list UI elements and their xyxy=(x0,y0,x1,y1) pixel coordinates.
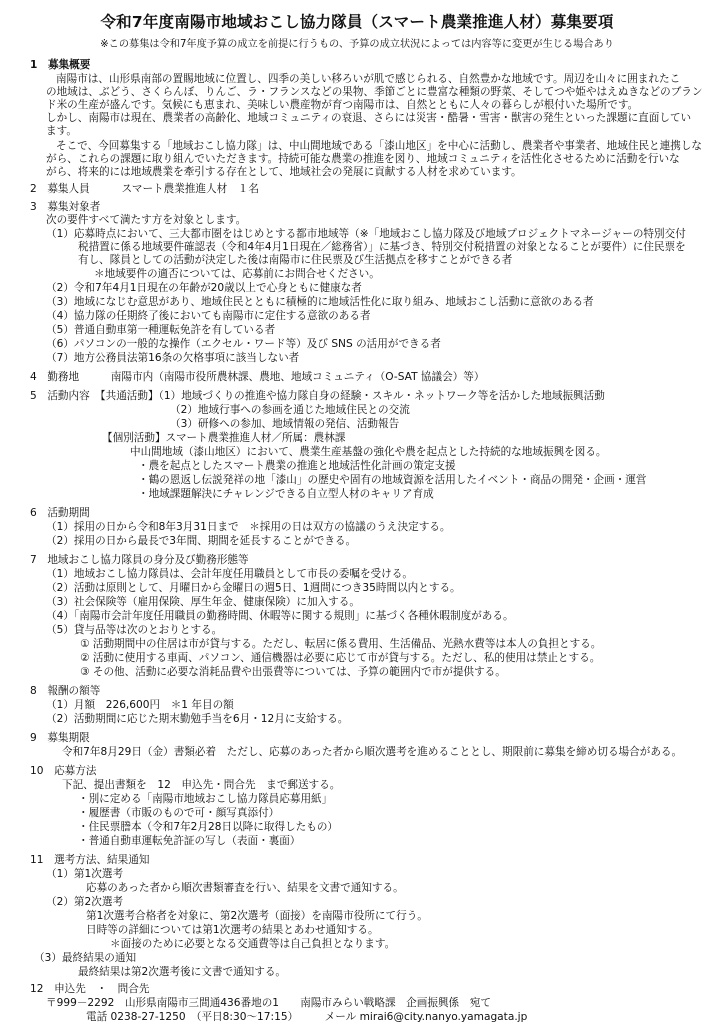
body-line: ② 活動に使用する車両、パソコン、通信機器は必要に応じて市が貸与する。ただし、私的使用は禁止とする。 xyxy=(80,652,601,664)
body-line: 9 募集期限 xyxy=(30,732,90,744)
body-line: （7）地方公務員法第16条の欠格事項に該当しない者 xyxy=(46,352,300,364)
document-subtitle: ※この募集は令和7年度予算の成立を前提に行うもの、予算の成立状況によっては内容等に変更が生じる場合あり xyxy=(100,39,614,50)
body-line: ・別に定める「南陽市地域おこし協力隊員応募用紙」 xyxy=(78,793,333,805)
body-line: （2）採用の日から最長で3年間、期間を延長することができる。 xyxy=(46,535,357,547)
body-line: 電話 0238-27-1250 （平日8:30～17:15） メール mirai6@city.nanyo.yamagata.jp xyxy=(86,1011,528,1023)
body-line: 日時等の詳細については第1次選考の結果とあわせ通知する。 xyxy=(86,924,379,936)
body-line: ③ その他、活動に必要な消耗品費や出張費等については、予算の範囲内で市が提供する。 xyxy=(80,666,506,678)
body-line: （1）応募時点において、三大都市圏をはじめとする都市地域等（※「地域おこし協力隊及び地域プロジェクトマネージャーの特別交付 xyxy=(46,228,686,240)
body-line: 税措置に係る地域要件確認表（令和4年4月1日現在／総務省）」に基づき、特別交付税措置の対象となることが要件）に住民票を xyxy=(78,241,686,253)
body-line: 〒999－2292 山形県南陽市三間通436番地の1 南陽市みらい戦略課 企画振興係 宛て xyxy=(46,997,491,1009)
body-line: （1）採用の日から令和8年3月31日まで ＊採用の日は双方の協議のうえ決定する。 xyxy=(46,521,451,533)
body-line: （1）月額 226,600円 ＊1 年目の額 xyxy=(46,699,234,711)
body-line: 5 活動内容 【共通活動】（1）地域づくりの推進や協力隊自身の経験・スキル・ネットワーク等を活かした地域振興活動 xyxy=(30,390,605,402)
body-line: （4）「南陽市会計年度任用職員の勤務時間、休暇等に関する規則」に基づく各種休暇制度がある。 xyxy=(46,610,514,622)
body-line: ・鶴の恩返し伝説発祥の地「漆山」の歴史や固有の地域資源を活用したイベント・商品の開発・企画・運営 xyxy=(138,474,647,486)
body-line: がら、将来的には地域農業を牽引する存在として、地域社会の発展に貢献する人材を求めています。 xyxy=(46,166,522,178)
body-line: 11 選考方法、結果通知 xyxy=(30,854,150,866)
body-line: （4）協力隊の任期終了後においても南陽市に定住する意欲のある者 xyxy=(46,310,371,322)
body-line: 有し、隊員としての活動が決定した後は南陽市に住民票及び生活拠点を移すことができる者 xyxy=(78,254,513,266)
body-line: ＊地域要件の適否については、応募前にお問合せください。 xyxy=(94,268,380,280)
body-line: （5）普通自動車第一種運転免許を有している者 xyxy=(46,324,276,336)
body-line: がら、これらの課題に取り組んでいただきます。持続可能な農業の推進を図り、地域コミュニティを活性化させるために活動を行いな xyxy=(46,153,680,165)
body-line: （2）第2次選考 xyxy=(46,896,124,908)
body-line: ・農を起点としたスマート農業の推進と地域活性化計画の策定支援 xyxy=(138,460,456,472)
body-line: 2 募集人員 スマート農業推進人材 １名 xyxy=(30,183,259,195)
body-line: （3）最終結果の通知 xyxy=(34,952,137,964)
body-line: （6）パソコンの一般的な操作（エクセル・ワード等）及び SNS の活用ができる者 xyxy=(46,338,441,350)
body-line: 第1次選考合格者を対象に、第2次選考（面接）を南陽市役所にて行う。 xyxy=(86,910,428,922)
body-line: 中山間地域（漆山地区）において、農業生産基盤の強化や農を起点とした持続的な地域振興を図る。 xyxy=(130,446,607,458)
body-line: （1）第1次選考 xyxy=(46,868,124,880)
body-line: （5）貸与品等は次のとおりとする。 xyxy=(46,624,223,636)
body-line: 応募のあった者から順次書類審査を行い、結果を文書で通知する。 xyxy=(86,882,404,894)
body-line: ・地域課題解決にチャレンジできる自立型人材のキャリア育成 xyxy=(138,488,434,500)
body-line: ① 活動期間中の住居は市が貸与する。ただし、転居に係る費用、生活備品、光熱水費等は本人の負担とする。 xyxy=(80,638,602,650)
body-line: （2）令和7年4月1日現在の年齢が20歳以上で心身ともに健康な者 xyxy=(46,282,362,294)
body-line: （2）地域行事への参画を通じた地域住民との交流 xyxy=(170,404,410,416)
body-line: （2）活動は原則として、月曜日から金曜日の週5日、1週間につき35時間以内とする。 xyxy=(46,582,461,594)
body-line: 3 募集対象者 xyxy=(30,201,101,213)
body-line: しかし、南陽市は現在、農業者の高齢化、地域コミュニティの衰退、さらには災害・酷暑・雪害・獣害の発生といった課題に直面してい xyxy=(46,112,692,124)
body-line: ・住民票謄本（令和7年2月28日以降に取得したもの） xyxy=(78,821,339,833)
body-line: 次の要件すべて満たす方を対象とします。 xyxy=(46,214,247,226)
body-line: 南陽市は、山形県南部の置賜地域に位置し、四季の美しい移ろいが肌で感じられる、自然豊かな地域です。周辺を山々に囲まれたこ xyxy=(56,73,681,85)
body-line: ド米の生産が盛んです。気候にも恵まれ、美味しい農産物が育つ南陽市は、自然とともに人々の暮らしが根付いた場所です。 xyxy=(46,99,639,111)
body-line: 10 応募方法 xyxy=(30,765,97,777)
body-line: 令和7年8月29日（金）書類必着 ただし、応募のあった者から順次選考を進めることとし、期限前に募集を締め切る場合がある。 xyxy=(62,746,683,758)
body-line: ます。 xyxy=(46,125,77,137)
body-line: 下記、提出書類を 12 申込先・問合先 まで郵送する。 xyxy=(62,779,341,791)
body-line: （2）活動期間に応じた期末勤勉手当を6月・12月に支給する。 xyxy=(46,713,349,725)
body-line: （3）地域になじむ意思があり、地域住民とともに積極的に地域活性化に取り組み、地域おこし活動に意欲のある者 xyxy=(46,296,594,308)
body-line: 【個別活動】スマート農業推進人材／所属：農林課 xyxy=(102,432,346,444)
body-line: 最終結果は第2次選考後に文書で通知する。 xyxy=(78,966,287,978)
body-line: ・普通自動車運転免許証の写し（表面・裏面） xyxy=(78,835,301,847)
body-line: 6 活動期間 xyxy=(30,507,90,519)
body-line: の地域は、ぶどう、さくらんぼ、りんご、ラ・フランスなどの果物、季節ごとに豊富な種類の野菜、そしてつや姫やはえぬきなどのブラン xyxy=(46,86,703,98)
body-line: 4 勤務地 南陽市内（南陽市役所農林課、農地、地域コミュニティ（O-SAT 協議会）等） xyxy=(30,371,485,383)
document-title: 令和7年度南陽市地域おこし協力隊員（スマート農業推進人材）募集要項 xyxy=(100,13,614,31)
body-line: 7 地域おこし協力隊員の身分及び勤務形態等 xyxy=(30,554,249,566)
body-line: （3）研修への参加、地域情報の発信、活動報告 xyxy=(170,418,400,430)
body-line: （3）社会保険等（雇用保険、厚生年金、健康保険）に加入する。 xyxy=(46,596,360,608)
body-line: 8 報酬の額等 xyxy=(30,685,101,697)
body-line: ＊面接のために必要となる交通費等は自己負担となります。 xyxy=(110,938,396,950)
body-line: ・履歴書（市販のもので可・顔写真添付） xyxy=(78,807,280,819)
body-line: 12 申込先 ・ 問合先 xyxy=(30,983,150,995)
body-line: 1 募集概要 xyxy=(30,59,91,71)
body-line: （1）地域おこし協力隊員は、会計年度任用職員として市長の委嘱を受ける。 xyxy=(46,568,413,580)
body-line: そこで、今回募集する「地域おこし協力隊」は、中山間地域である「漆山地区」を中心に活動し、農業者や事業者、地域住民と連携しな xyxy=(56,140,703,152)
